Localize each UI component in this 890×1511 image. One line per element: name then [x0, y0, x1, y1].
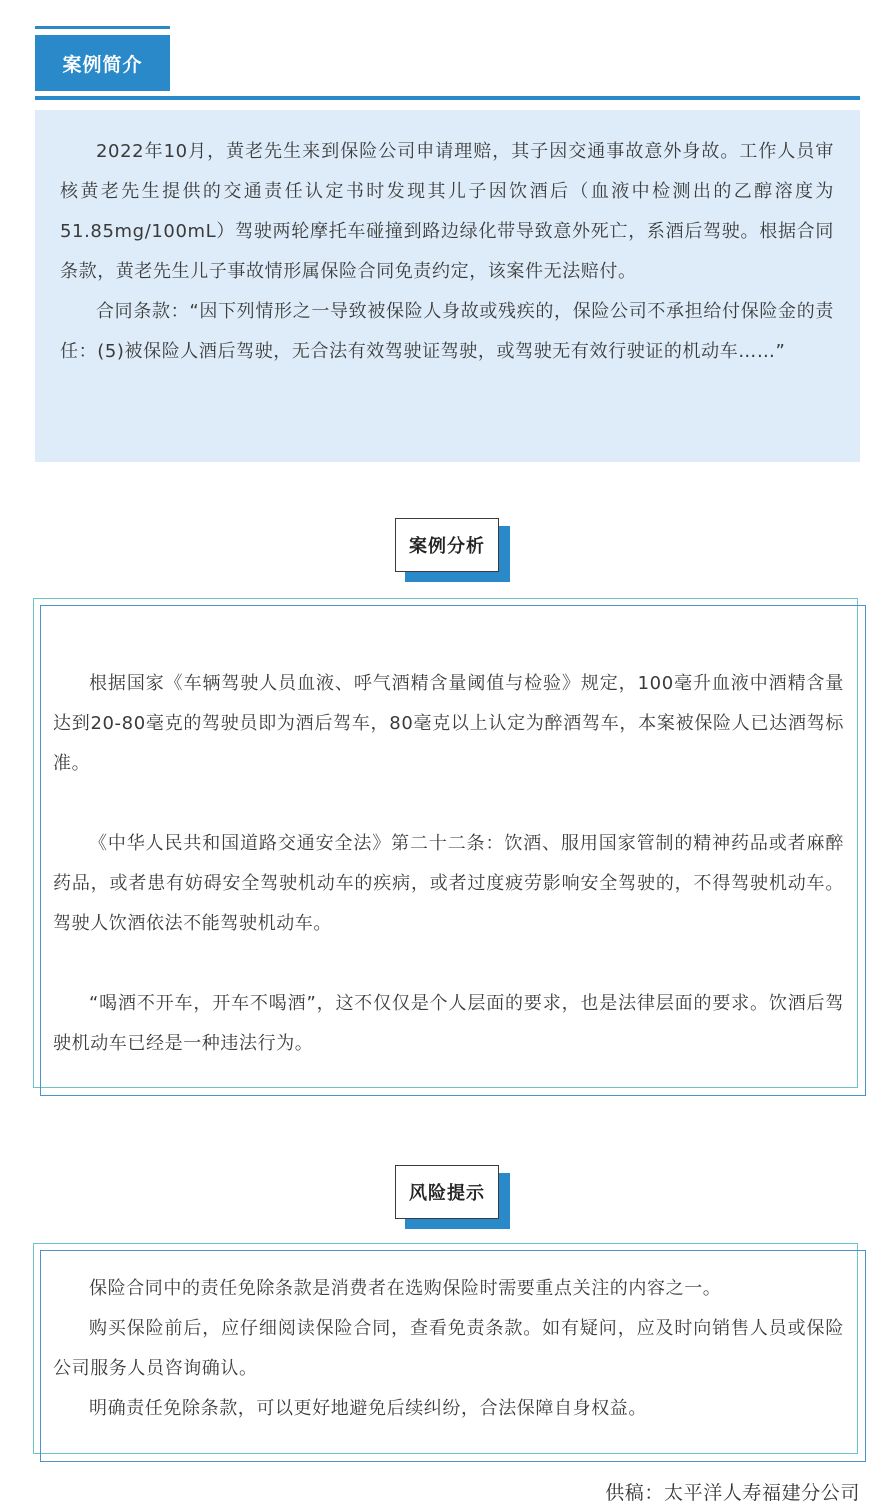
- case-intro-box: [35, 110, 860, 462]
- article-credit: 供稿：太平洋人寿福建分公司: [605, 1482, 860, 1504]
- case-intro-paragraph-2: 合同条款：“因下列情形之一导致被保险人身故或残疾的，保险公司不承担给付保险金的责任：(5)被保险人酒后驾驶，无合法有效驾驶证驾驶，或驾驶无有效行驶证的机动车……”: [60, 301, 834, 362]
- section-title-case-analysis: 案例分析: [395, 518, 499, 572]
- risk-tips-header: [395, 1165, 515, 1231]
- case-analysis-paragraph-3: “喝酒不开车，开车不喝酒”，这不仅仅是个人层面的要求，也是法律层面的要求。饮酒后驾驶机动车已经是一种违法行为。: [53, 993, 844, 1054]
- case-analysis-header: [395, 518, 515, 584]
- risk-tips-paragraph-1: 保险合同中的责任免除条款是消费者在选购保险时需要重点关注的内容之一。: [89, 1278, 722, 1299]
- case-analysis-content: [53, 664, 844, 1064]
- risk-tips-frame: [33, 1243, 866, 1462]
- risk-tips-content: [53, 1269, 844, 1429]
- case-analysis-frame: [33, 598, 866, 1096]
- case-intro-paragraph-1: 2022年10月，黄老先生来到保险公司申请理赔，其子因交通事故意外身故。工作人员审核黄老先生提供的交通责任认定书时发现其儿子因饮酒后（血液中检测出的乙醇溶度为51.85mg/100mL）驾驶两轮摩托车碰撞到路边绿化带导致意外死亡，系酒后驾驶。根据合同条款，黄老先生儿子事故情形属保险合同免责约定，该案件无法赔付。: [60, 141, 834, 282]
- risk-tips-paragraph-3: 明确责任免除条款，可以更好地避免后续纠纷，合法保障自身权益。: [89, 1398, 647, 1419]
- risk-tips-paragraph-2: 购买保险前后，应仔细阅读保险合同，查看免责条款。如有疑问，应及时向销售人员或保险公司服务人员咨询确认。: [53, 1318, 844, 1379]
- case-analysis-paragraph-1: 根据国家《车辆驾驶人员血液、呼气酒精含量阈值与检验》规定，100毫升血液中酒精含量达到20-80毫克的驾驶员即为酒后驾车，80毫克以上认定为醉酒驾车，本案被保险人已达酒驾标准。: [53, 673, 844, 774]
- section-rule: [35, 96, 860, 100]
- case-analysis-paragraph-2: 《中华人民共和国道路交通安全法》第二十二条：饮酒、服用国家管制的精神药品或者麻醉药品，或者患有妨碍安全驾驶机动车的疾病，或者过度疲劳影响安全驾驶的，不得驾驶机动车。驾驶人饮酒依法不能驾驶机动车。: [53, 833, 844, 934]
- section-tab-topline: [35, 26, 170, 29]
- section-title-case-intro: 案例简介: [35, 35, 170, 91]
- section-title-risk-tips: 风险提示: [395, 1165, 499, 1219]
